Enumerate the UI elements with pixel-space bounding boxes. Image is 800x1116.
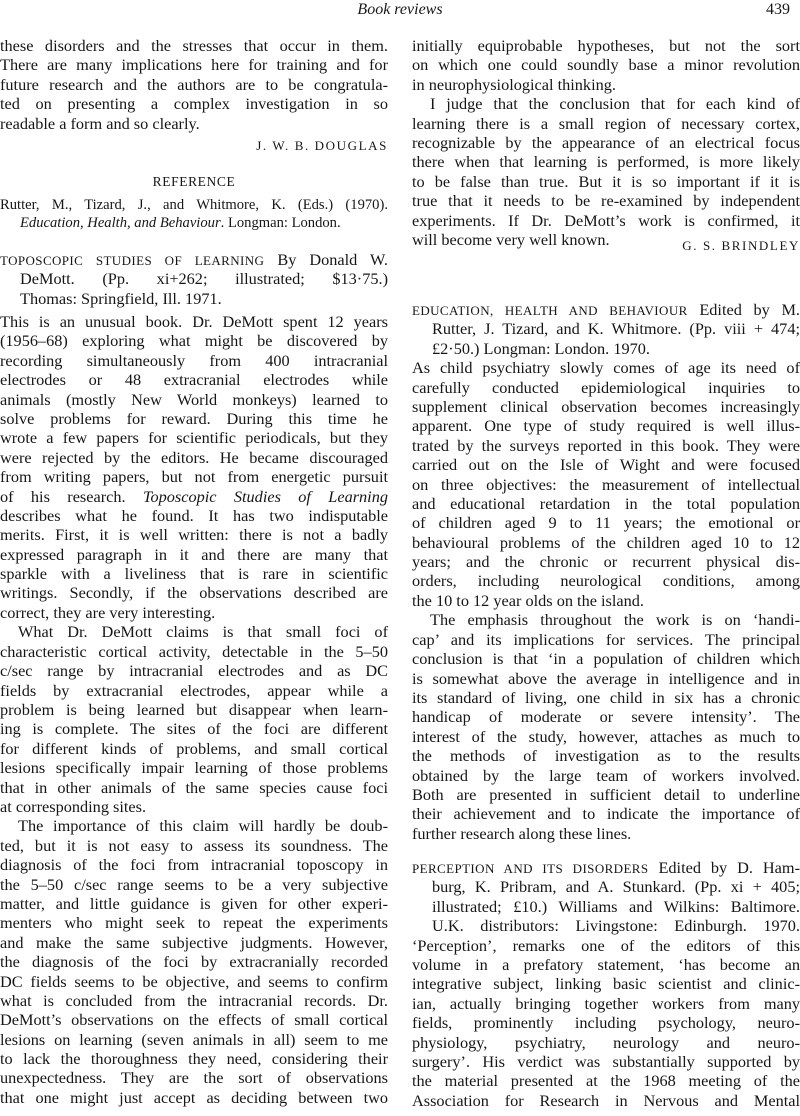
text-line — [412, 94, 800, 113]
text-segment: behavioural problems of the children aged 10 to 12 — [412, 532, 800, 552]
text-segment: were rejected by the editors. He became discouraged — [0, 447, 388, 467]
text-segment: is somewhat above the average in intelligence and in — [412, 668, 800, 688]
text-segment: what is concluded from the intracranial records. Dr. — [0, 990, 388, 1010]
text-line — [412, 455, 800, 474]
text-line — [0, 196, 388, 214]
text-line — [412, 610, 800, 629]
text-line — [412, 339, 800, 358]
text-segment: their achievement and to indicate the importance of — [412, 804, 800, 824]
text-segment: expressed paragraph in it and there are many that — [0, 544, 388, 564]
text-segment: its standard of living, one child in six has a chronic — [412, 687, 800, 707]
text-line — [0, 467, 388, 486]
text-line — [412, 416, 800, 435]
text-line — [412, 766, 800, 785]
text-line — [412, 916, 800, 935]
text-line — [0, 351, 388, 370]
running-title: Book reviews — [357, 1, 443, 18]
text-line — [0, 1068, 388, 1087]
book-citation-heading — [412, 300, 800, 358]
text-line — [0, 448, 388, 467]
text-line — [0, 1088, 388, 1107]
text-segment: to be false than true. But it is so important if it is — [412, 171, 800, 191]
italic-title: Education, Health, and Behaviour — [20, 215, 221, 231]
text-segment: and make the same subjective judgments. However, — [0, 932, 388, 952]
text-line — [0, 622, 388, 641]
text-segment: c/sec range by intracranial electrodes and as DC — [0, 661, 388, 681]
text-line — [412, 785, 800, 804]
text-segment: burg, K. Pribram, and A. Stunkard. (Pp. xi + 405; — [432, 877, 800, 897]
text-line — [412, 1013, 800, 1032]
text-line — [0, 94, 388, 113]
text-line — [412, 1071, 800, 1090]
text-line — [0, 136, 388, 155]
text-segment: interest of the study, however, attaches as much to — [412, 726, 800, 746]
text-line — [0, 250, 388, 269]
text-line — [0, 506, 388, 525]
italic-title: Toposcopic Studies of Learning — [142, 486, 388, 506]
text-line — [0, 758, 388, 777]
text-segment: ted on presenting a complex investigation in so — [0, 94, 388, 114]
text-line — [0, 855, 388, 874]
text-line — [0, 739, 388, 758]
text-segment: supplement clinical observation becomes increasingly — [412, 396, 800, 416]
text-line — [0, 370, 388, 389]
text-line — [0, 409, 388, 428]
text-segment: diagnosis of the foci from intracranial toposcopy in — [0, 855, 388, 875]
text-line — [0, 875, 388, 894]
book-title: PERCEPTION AND ITS DISORDERS — [412, 861, 649, 876]
text-segment: Rutter, J. Tizard, and K. Whitmore. (Pp. viii + 474; — [432, 319, 800, 339]
text-line — [412, 152, 800, 171]
text-segment: matter, and little guidance is given for other experi- — [0, 893, 388, 913]
text-segment: in neurophysiological thinking. — [412, 74, 616, 94]
text-line — [0, 642, 388, 661]
text-line — [0, 700, 388, 719]
text-line — [412, 804, 800, 823]
text-segment: ted, but it is not easy to assess its soundness. The — [0, 835, 388, 855]
text-segment: describes what he found. It has two indisputable — [0, 505, 388, 525]
paragraph — [0, 622, 388, 816]
text-segment: on which one could soundly base a minor revolution — [412, 55, 800, 75]
text-segment: ing is complete. The sites of the foci are different — [0, 719, 388, 739]
text-segment: apparent. One type of study required is well illus- — [412, 416, 800, 436]
paragraph — [0, 816, 388, 1107]
text-line — [0, 331, 388, 350]
text-segment: true that it needs to be re-examined by independent — [412, 191, 800, 211]
text-segment: to lack the thoroughness they need, considering their — [0, 1049, 388, 1069]
text-line — [0, 836, 388, 855]
text-segment: U.K. distributors: Livingstone: Edinburgh. 1970. — [432, 916, 800, 936]
text-segment: J. W. B. DOUGLAS — [256, 138, 388, 153]
text-line — [0, 55, 388, 74]
text-line — [0, 603, 388, 622]
text-segment: £2·50.) Longman: London. 1970. — [432, 338, 650, 358]
text-segment: at corresponding sites. — [0, 796, 147, 816]
paragraph — [412, 358, 800, 610]
text-segment: future research and the authors are to be congratula- — [0, 74, 388, 94]
text-segment: surgery’. His verdict was substantially supported by — [412, 1051, 800, 1071]
right-column — [412, 0, 800, 1116]
text-line — [412, 877, 800, 896]
text-segment: By Donald W. — [264, 250, 388, 269]
text-segment: animals (mostly New World monkeys) learned to — [0, 389, 388, 409]
text-segment: The emphasis throughout the work is on ‘handi- — [430, 610, 800, 630]
text-line — [0, 816, 388, 835]
text-line — [0, 525, 388, 544]
text-segment: correct, they are very interesting. — [0, 602, 216, 622]
text-segment: I judge that the conclusion that for each kind of — [430, 94, 800, 114]
text-line — [0, 390, 388, 409]
text-line — [0, 913, 388, 932]
text-segment: illustrated; £10.) Williams and Wilkins: Baltimore. — [432, 896, 800, 916]
text-line — [412, 858, 800, 877]
text-segment: DeMott’s observations on the effects of small cortical — [0, 1010, 388, 1030]
text-line — [0, 797, 388, 816]
text-line — [412, 191, 800, 210]
text-line — [0, 75, 388, 94]
text-segment: As child psychiatry slowly comes of age its need of — [412, 358, 800, 378]
text-line — [412, 533, 800, 552]
text-line — [412, 114, 800, 133]
text-segment: sparkle with a liveliness that is rare in scientific — [0, 564, 388, 584]
text-line — [0, 114, 388, 133]
text-segment: What Dr. DeMott claims is that small foci of — [18, 622, 388, 642]
text-line — [412, 36, 800, 55]
book-title: EDUCATION, HEALTH AND BEHAVIOUR — [412, 303, 688, 318]
paragraph — [412, 94, 800, 249]
text-line — [412, 727, 800, 746]
text-segment: on three objectives: the measurement of intellectual — [412, 474, 800, 494]
text-segment: the methods of investigation as to the results — [412, 746, 800, 766]
text-segment: there when that learning is performed, is more likely — [412, 152, 800, 172]
text-segment: Association for Research in Nervous and Mental — [412, 1090, 800, 1110]
text-segment: ‘Perception’, remarks one of the editors of this — [412, 935, 800, 955]
text-line — [412, 994, 800, 1013]
text-segment: further research along these lines. — [412, 823, 632, 843]
text-segment: fields, prominently including psychology, neuro- — [412, 1013, 800, 1033]
text-line — [412, 75, 800, 94]
text-segment: experiments. If Dr. DeMott’s work is confirmed, it — [412, 210, 800, 230]
text-line — [412, 552, 800, 571]
text-segment: conclusion is that ‘in a population of children which — [412, 649, 800, 669]
left-column — [0, 0, 388, 1116]
text-segment: obtained by the large team of workers involved. — [412, 765, 800, 785]
text-segment: Edited by D. Ham- — [648, 858, 800, 877]
text-line — [412, 172, 800, 191]
text-line — [412, 494, 800, 513]
text-segment: writings. Secondly, if the observations described are — [0, 583, 388, 603]
text-segment: lesions on learning (seven animals in all) seem to me — [0, 1029, 388, 1049]
text-line — [412, 571, 800, 590]
text-line — [0, 564, 388, 583]
text-line — [412, 897, 800, 916]
text-line — [412, 300, 800, 319]
text-line — [412, 688, 800, 707]
text-line — [412, 236, 800, 255]
text-segment: ian, actually bringing together workers from many — [412, 993, 800, 1013]
text-segment: The importance of this claim will hardly be doub- — [18, 816, 388, 836]
text-segment: wrote a few papers for scientific periodicals, but they — [0, 428, 388, 448]
text-segment: characteristic cortical activity, detectable in the 5–50 — [0, 641, 388, 661]
text-line — [0, 428, 388, 447]
text-line — [0, 661, 388, 680]
text-segment: the material presented at the 1968 meeting of the — [412, 1071, 800, 1091]
text-segment: Rutter, M., Tizard, J., and Whitmore, K. (Eds.) (1970). — [0, 197, 388, 213]
text-segment: initially equiprobable hypotheses, but not the sort — [412, 36, 800, 55]
text-segment: readable a form and so clearly. — [0, 113, 200, 133]
text-segment: lesions specifically impair learning of those problems — [0, 758, 388, 778]
reviewer-signature — [0, 136, 388, 155]
text-line — [0, 269, 388, 288]
text-line — [412, 211, 800, 230]
text-line — [412, 974, 800, 993]
text-segment: DeMott. (Pp. xi+262; illustrated; $13·75.) — [20, 269, 388, 289]
book-citation-heading — [412, 858, 800, 936]
text-line — [0, 214, 388, 232]
text-segment: REFERENCE — [152, 174, 236, 189]
text-segment: these disorders and the stresses that occur in them. — [0, 36, 388, 55]
text-line — [412, 746, 800, 765]
text-line — [0, 36, 388, 55]
text-segment: This is an unusual book. Dr. DeMott spent 12 years — [0, 312, 388, 331]
text-segment: cap’ and its implications for services. The principal — [412, 629, 800, 649]
text-segment: electrodes or 48 extracranial electrodes while — [0, 370, 388, 390]
text-segment: that in other animals of the same species cause foci — [0, 777, 388, 797]
paragraph — [412, 936, 800, 1111]
text-segment: trated by the surveys reported in this book. They were — [412, 435, 800, 455]
page-number: 439 — [766, 1, 790, 18]
text-line — [0, 719, 388, 738]
text-line — [412, 475, 800, 494]
text-line — [0, 172, 388, 191]
text-line — [412, 319, 800, 338]
text-segment: the diagnosis of the foci by extracranially recorded — [0, 952, 388, 972]
text-line — [412, 358, 800, 377]
text-segment: Edited by M. — [687, 300, 800, 319]
text-line — [412, 133, 800, 152]
text-segment: Thomas: Springfield, Ill. 1971. — [20, 288, 222, 308]
book-title: TOPOSCOPIC STUDIES OF LEARNING — [0, 253, 265, 268]
text-line — [0, 681, 388, 700]
text-line — [0, 312, 388, 331]
text-line — [0, 952, 388, 971]
text-segment: carried out on the Isle of Wight and were focused — [412, 455, 800, 475]
text-line — [0, 1030, 388, 1049]
text-segment: the 10 to 12 year olds on the island. — [412, 590, 644, 610]
text-segment: DC fields seems to be objective, and seems to confirm — [0, 971, 388, 991]
book-citation-heading — [0, 250, 388, 308]
text-segment: will become very well known. — [412, 229, 610, 249]
text-segment: of children aged 9 to 11 years; the emotional or — [412, 513, 800, 533]
text-segment: physiology, psychiatry, neurology and neuro- — [412, 1032, 800, 1052]
text-line — [412, 669, 800, 688]
text-segment: fields by extracranial electrodes, appear while a — [0, 680, 388, 700]
paragraph — [412, 610, 800, 843]
text-line — [412, 1091, 800, 1110]
text-segment: for different kinds of problems, and small cortical — [0, 738, 388, 758]
text-line — [412, 707, 800, 726]
text-line — [412, 824, 800, 843]
text-segment: orders, including neurological conditions, among — [412, 571, 800, 591]
text-line — [412, 955, 800, 974]
text-line — [412, 513, 800, 532]
text-segment: volume in a prefatory statement, ‘has become an — [412, 954, 800, 974]
reviewer-signature — [412, 236, 800, 255]
text-segment: integrative subject, linking basic scientist and clinic- — [412, 974, 800, 994]
text-segment: G. S. BRINDLEY — [682, 238, 800, 253]
text-segment: the 5–50 c/sec range seems to be a very subjective — [0, 874, 388, 894]
text-segment: recognizable by the appearance of an electrical focus — [412, 132, 800, 152]
text-segment: menters who might seek to repeat the experiments — [0, 913, 388, 933]
text-segment: merits. First, it is well written: there is not a badly — [0, 525, 388, 545]
text-line — [412, 436, 800, 455]
text-line — [0, 289, 388, 308]
text-line — [412, 630, 800, 649]
paragraph — [0, 36, 388, 133]
text-line — [0, 778, 388, 797]
text-line — [0, 583, 388, 602]
paragraph — [412, 36, 800, 94]
text-line — [0, 933, 388, 952]
reference-entry — [0, 196, 388, 232]
text-segment: solve problems for reward. During this time he — [0, 408, 388, 428]
text-segment: recording simultaneously from 400 intracranial — [0, 350, 388, 370]
text-segment: from writing papers, but not from energetic pursuit — [0, 467, 388, 487]
text-line — [412, 936, 800, 955]
text-line — [0, 972, 388, 991]
text-segment: problem is being learned but disappear when learn- — [0, 699, 388, 719]
paragraph — [0, 312, 388, 622]
text-line — [0, 894, 388, 913]
text-line — [0, 545, 388, 564]
reference-heading — [0, 172, 388, 191]
text-segment: that one might just accept as deciding between two — [0, 1087, 388, 1107]
text-line — [0, 991, 388, 1010]
text-line — [412, 1033, 800, 1052]
text-line — [412, 649, 800, 668]
text-segment: learning there is a small region of necessary cortex, — [412, 113, 800, 133]
text-segment: and educational retardation in the total population — [412, 493, 800, 513]
text-segment: There are many implications here for training and for — [0, 55, 388, 75]
text-line — [412, 55, 800, 74]
text-segment: Both are presented in sufficient detail to underline — [412, 784, 800, 804]
text-line — [412, 378, 800, 397]
text-segment: unexpectedness. They are the sort of observations — [0, 1068, 388, 1088]
text-segment: handicap of moderate or severe intensity’. The — [412, 707, 800, 727]
text-segment: carefully conducted epidemiological inquiries to — [412, 377, 800, 397]
text-segment: . Longman: London. — [220, 215, 341, 231]
text-line — [0, 487, 388, 506]
text-segment: years; and the chronic or recurrent physical dis- — [412, 552, 800, 572]
text-line — [412, 397, 800, 416]
text-segment: (1956–68) exploring what might be discovered by — [0, 331, 388, 351]
text-line — [412, 591, 800, 610]
text-segment: of his research. — [0, 486, 143, 506]
text-line — [0, 1049, 388, 1068]
text-line — [412, 1052, 800, 1071]
text-line — [0, 1010, 388, 1029]
